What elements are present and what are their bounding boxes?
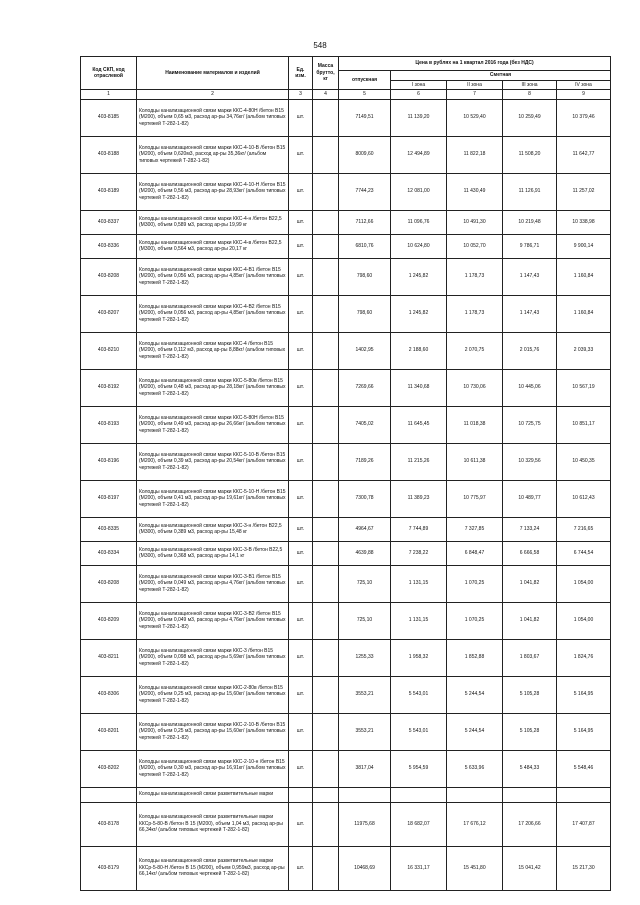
row-wholesale-price: 3553,21 [339, 713, 391, 750]
row-mass [313, 136, 339, 173]
row-zone1-price: 1 131,15 [391, 565, 447, 602]
row-code: 403-8306 [81, 676, 137, 713]
row-zone3-price: 10 725,75 [503, 406, 557, 443]
row-wholesale-price: 4964,67 [339, 517, 391, 541]
row-unit: шт. [289, 99, 313, 136]
row-name: Колодцы канализационной связи разветвительные марки ККСр-5-80-Н /бетон В 15 (М200), объем 0,959м3, расход ар-ры 66,14кг/ (альбом типовых чертежей Т-282-1-82) [137, 846, 289, 890]
header-mass: Масса брутто, кг [313, 57, 339, 90]
row-name: Колодцы канализационной связи марки ККС-5-10-Н /бетон В15 (М200), объем 0,41 м3, расход ар-ры 19,61кг/ (альбом типовых чертежей Т-282-1-82) [137, 480, 289, 517]
row-zone3-price: 7 133,24 [503, 517, 557, 541]
col-number: 4 [313, 90, 339, 100]
col-number: 5 [339, 90, 391, 100]
table-row [81, 406, 611, 443]
header-unit: Ед. изм. [289, 57, 313, 90]
row-mass [313, 443, 339, 480]
row-code: 403-8192 [81, 369, 137, 406]
row-zone4-price: 10 567,19 [557, 369, 611, 406]
row-zone4-price: 10 450,35 [557, 443, 611, 480]
row-zone4-price [557, 787, 611, 802]
row-name: Колодцы канализационной связи марки ККС-4-н /бетон В22,5 (М300), объем 0,589 м3, расход ар-ры 19,99 кг [137, 210, 289, 234]
row-zone3-price: 5 484,33 [503, 750, 557, 787]
row-zone3-price: 10 219,48 [503, 210, 557, 234]
row-mass [313, 676, 339, 713]
row-zone2-price: 2 070,75 [447, 332, 503, 369]
row-mass [313, 369, 339, 406]
row-zone4-price: 11 642,77 [557, 136, 611, 173]
row-code: 403-8211 [81, 639, 137, 676]
header-wholesale: отпускная [339, 71, 391, 90]
row-wholesale-price: 7189,26 [339, 443, 391, 480]
row-name: Колодцы канализационной связи марки ККС-4 /бетон В15 (М200), объем 0,112 м3, расход ар-ры 8,88кг/ (альбом типовых чертежей Т-282-1-82) [137, 332, 289, 369]
row-wholesale-price: 4639,88 [339, 541, 391, 565]
row-name: Колодцы канализационной связи марки ККС-3-В1 /бетон В15 (М200), объем 0,049 м3, расход ар-ры 4,76кг/ (альбом типовых чертежей Т-282-1-82) [137, 565, 289, 602]
row-code: 403-8335 [81, 517, 137, 541]
row-wholesale-price: 725,10 [339, 602, 391, 639]
row-unit: шт. [289, 406, 313, 443]
table-row [81, 136, 611, 173]
row-zone2-price: 10 491,30 [447, 210, 503, 234]
row-zone1-price: 1 958,32 [391, 639, 447, 676]
row-code: 403-8185 [81, 99, 137, 136]
row-mass [313, 173, 339, 210]
row-zone4-price: 1 824,76 [557, 639, 611, 676]
row-name: Колодцы канализационной связи разветвительные марки [137, 787, 289, 802]
row-zone1-price: 1 245,82 [391, 258, 447, 295]
row-zone4-price: 5 164,95 [557, 676, 611, 713]
table-row [81, 99, 611, 136]
row-name: Колодцы канализационной связи марки ККС-3-В2 /бетон В15 (М200), объем 0,049 м3, расход ар-ры 4,76кг/ (альбом типовых чертежей Т-282-1-82) [137, 602, 289, 639]
row-code: 403-8336 [81, 234, 137, 258]
row-code: 403-8209 [81, 602, 137, 639]
row-zone2-price: 5 244,54 [447, 713, 503, 750]
row-zone2-price: 17 676,12 [447, 802, 503, 846]
row-name: Колодцы канализационной связи марки ККС-4-В1 /бетон В15 (М200), объем 0,056 м3, расход ар-ры 4,85кг/ (альбом типовых чертежей Т-282-1-82) [137, 258, 289, 295]
header-estimate: Сметная [391, 71, 611, 81]
row-code: 403-8179 [81, 846, 137, 890]
row-zone2-price: 1 852,88 [447, 639, 503, 676]
col-number: 9 [557, 90, 611, 100]
row-zone4-price: 7 216,65 [557, 517, 611, 541]
row-zone3-price: 1 147,43 [503, 258, 557, 295]
row-code: 403-8193 [81, 406, 137, 443]
row-zone3-price: 10 259,49 [503, 99, 557, 136]
row-code: 403-8207 [81, 295, 137, 332]
row-name: Колодцы канализационной связи марки ККС-3-В /бетон В22,5 (М300), объем 0,368 м3, расход ар-ры 14,1 кг [137, 541, 289, 565]
row-zone2-price: 7 327,85 [447, 517, 503, 541]
row-zone4-price: 9 900,14 [557, 234, 611, 258]
row-unit: шт. [289, 713, 313, 750]
row-unit: шт. [289, 295, 313, 332]
row-unit: шт. [289, 136, 313, 173]
col-number: 1 [81, 90, 137, 100]
row-unit: шт. [289, 258, 313, 295]
table-row [81, 639, 611, 676]
row-mass [313, 480, 339, 517]
row-wholesale-price: 798,60 [339, 258, 391, 295]
header-zone3: III зона [503, 80, 557, 90]
table-row [81, 602, 611, 639]
row-code: 403-8197 [81, 480, 137, 517]
row-zone2-price: 11 430,49 [447, 173, 503, 210]
table-row [81, 541, 611, 565]
row-zone3-price: 11 508,20 [503, 136, 557, 173]
row-zone1-price [391, 787, 447, 802]
header-name: Наименование материалов и изделий [137, 57, 289, 90]
row-mass [313, 713, 339, 750]
row-zone1-price: 11 389,23 [391, 480, 447, 517]
row-zone1-price: 18 682,07 [391, 802, 447, 846]
row-zone4-price: 10 851,17 [557, 406, 611, 443]
row-name: Колодцы канализационной связи марки ККС-2-10-н /бетон В15 (М200), объем 0,30 м3, расход ар-ры 16,91кг/ (альбом типовых чертежей Т-282-1-82) [137, 750, 289, 787]
row-zone4-price: 1 054,00 [557, 602, 611, 639]
row-name: Колодцы канализационной связи марки ККС-4-80Н /бетон В15 (М200), объем 0,65 м3, расход ар-ры 34,76кг/ (альбом типовых чертежей Т-282-1-82) [137, 99, 289, 136]
row-zone4-price: 1 160,84 [557, 295, 611, 332]
row-zone1-price: 12 081,00 [391, 173, 447, 210]
header-zone4: IV зона [557, 80, 611, 90]
table-row [81, 565, 611, 602]
row-code: 403-8334 [81, 541, 137, 565]
row-zone1-price: 11 139,20 [391, 99, 447, 136]
row-zone2-price: 10 775,97 [447, 480, 503, 517]
row-name: Колодцы канализационной связи марки ККС-2-10-В /бетон В15 (М200), объем 0,25 м3, расход ар-ры 15,60кг/ (альбом типовых чертежей Т-282-1-82) [137, 713, 289, 750]
row-unit: шт. [289, 443, 313, 480]
table-row [81, 173, 611, 210]
row-mass [313, 210, 339, 234]
table-row [81, 750, 611, 787]
row-mass [313, 639, 339, 676]
row-zone3-price [503, 787, 557, 802]
row-code: 403-8189 [81, 173, 137, 210]
row-name: Колодцы канализационной связи разветвительные марки ККСр-5-80-В /бетон В 15 (М200), объем 1,04 м3, расход ар-ры 66,34кг/ (альбом типовых чертежей Т-282-1-82) [137, 802, 289, 846]
row-zone3-price: 15 041,42 [503, 846, 557, 890]
row-mass [313, 517, 339, 541]
row-zone2-price: 5 633,96 [447, 750, 503, 787]
row-wholesale-price: 798,60 [339, 295, 391, 332]
row-zone3-price: 5 105,28 [503, 713, 557, 750]
row-zone2-price: 1 178,73 [447, 258, 503, 295]
row-code: 403-8196 [81, 443, 137, 480]
row-zone1-price: 12 494,89 [391, 136, 447, 173]
row-code: 403-8337 [81, 210, 137, 234]
row-zone1-price: 2 188,60 [391, 332, 447, 369]
row-wholesale-price: 7405,02 [339, 406, 391, 443]
row-unit: шт. [289, 541, 313, 565]
row-zone4-price: 1 160,84 [557, 258, 611, 295]
row-name: Колодцы канализационной связи марки ККС-4-10-Н /бетон В15 (М200), объем 0,56 м3, расход ар-ры 28,93кг/ (альбом типовых чертежей Т-282-1-82) [137, 173, 289, 210]
row-wholesale-price: 6810,76 [339, 234, 391, 258]
table-row [81, 713, 611, 750]
row-zone3-price: 17 206,66 [503, 802, 557, 846]
row-zone4-price: 15 217,30 [557, 846, 611, 890]
row-unit: шт. [289, 750, 313, 787]
row-zone1-price: 16 331,17 [391, 846, 447, 890]
row-wholesale-price: 725,10 [339, 565, 391, 602]
row-zone3-price: 10 489,77 [503, 480, 557, 517]
row-wholesale-price: 7300,78 [339, 480, 391, 517]
row-unit: шт. [289, 332, 313, 369]
row-mass [313, 99, 339, 136]
price-table [80, 56, 611, 891]
row-name: Колодцы канализационной связи марки ККС-4-в /бетон В22,5 (М300), объем 0,564 м3, расход ар-ры 20,17 кг [137, 234, 289, 258]
row-zone4-price: 5 548,46 [557, 750, 611, 787]
row-zone3-price: 6 666,58 [503, 541, 557, 565]
row-mass [313, 846, 339, 890]
row-unit: шт. [289, 234, 313, 258]
row-mass [313, 565, 339, 602]
row-zone1-price: 5 543,01 [391, 676, 447, 713]
row-zone2-price: 15 451,80 [447, 846, 503, 890]
row-zone1-price: 11 645,45 [391, 406, 447, 443]
row-wholesale-price: 1255,33 [339, 639, 391, 676]
row-unit: шт. [289, 639, 313, 676]
row-code: 403-8188 [81, 136, 137, 173]
row-zone1-price: 10 624,80 [391, 234, 447, 258]
header-zone1: I зона [391, 80, 447, 90]
row-zone1-price: 11 340,68 [391, 369, 447, 406]
row-zone1-price: 5 543,01 [391, 713, 447, 750]
table-row [81, 846, 611, 890]
table-row [81, 210, 611, 234]
table-row [81, 443, 611, 480]
row-zone1-price: 7 238,22 [391, 541, 447, 565]
col-number: 2 [137, 90, 289, 100]
row-zone4-price: 10 338,98 [557, 210, 611, 234]
row-zone4-price: 1 054,00 [557, 565, 611, 602]
row-mass [313, 602, 339, 639]
row-zone1-price: 5 954,59 [391, 750, 447, 787]
row-mass [313, 406, 339, 443]
table-row [81, 676, 611, 713]
row-mass [313, 541, 339, 565]
row-mass [313, 802, 339, 846]
row-unit: шт. [289, 210, 313, 234]
row-mass [313, 332, 339, 369]
row-zone2-price: 1 178,73 [447, 295, 503, 332]
page-number: 548 [313, 41, 327, 50]
row-unit: шт. [289, 480, 313, 517]
row-unit: шт. [289, 802, 313, 846]
row-zone2-price: 10 730,06 [447, 369, 503, 406]
header-zone2: II зона [447, 80, 503, 90]
row-zone2-price: 11 018,38 [447, 406, 503, 443]
row-name: Колодцы канализационной связи марки ККС-3-н /бетон В22,5 (М300), объем 0,389 м3, расход ар-ры 15,48 кг [137, 517, 289, 541]
row-name: Колодцы канализационной связи марки ККС-5-80в /бетон В15 (М200), объем 0,48 м3, расход ар-ры 28,18кг/ (альбом типовых чертежей Т-282-1-82) [137, 369, 289, 406]
col-number: 3 [289, 90, 313, 100]
row-unit: шт. [289, 565, 313, 602]
row-wholesale-price: 11975,68 [339, 802, 391, 846]
row-name: Колодцы канализационной связи марки ККС-5-80Н /бетон В15 (М200), объем 0,49 м3, расход ар-ры 26,66кг/ (альбом типовых чертежей Т-282-1-82) [137, 406, 289, 443]
row-name: Колодцы канализационной связи марки ККС-4-В2 /бетон В15 (М200), объем 0,056 м3, расход ар-ры 4,85кг/ (альбом типовых чертежей Т-282-1-82) [137, 295, 289, 332]
row-zone4-price: 10 612,43 [557, 480, 611, 517]
table-row [81, 787, 611, 802]
row-zone3-price: 10 329,56 [503, 443, 557, 480]
table-row [81, 480, 611, 517]
row-zone4-price: 6 744,54 [557, 541, 611, 565]
row-unit: шт. [289, 602, 313, 639]
row-name: Колодцы канализационной связи марки ККС-2-80в /бетон В15 (М200), объем 0,25 м3, расход ар-ры 15,60кг/ (альбом типовых чертежей Т-282-1-82) [137, 676, 289, 713]
row-wholesale-price: 3817,04 [339, 750, 391, 787]
row-unit: шт. [289, 517, 313, 541]
row-code: 403-8208 [81, 258, 137, 295]
row-mass [313, 258, 339, 295]
row-name: Колодцы канализационной связи марки ККС-5-10-В /бетон В15 (М200), объем 0,39 м3, расход ар-ры 20,54кг/ (альбом типовых чертежей Т-282-1-82) [137, 443, 289, 480]
row-code [81, 787, 137, 802]
row-wholesale-price: 7744,23 [339, 173, 391, 210]
table-row [81, 802, 611, 846]
column-number-row [81, 90, 611, 100]
row-zone2-price: 6 848,47 [447, 541, 503, 565]
row-zone2-price: 11 822,18 [447, 136, 503, 173]
table-row [81, 295, 611, 332]
row-name: Колодцы канализационной связи марки ККС-3 /бетон В15 (М200), объем 0,098 м3, расход ар-ры 5,69кг/ (альбом типовых чертежей Т-282-1-82) [137, 639, 289, 676]
row-zone2-price: 10 529,40 [447, 99, 503, 136]
row-mass [313, 295, 339, 332]
row-zone4-price: 17 407,87 [557, 802, 611, 846]
row-zone1-price: 11 215,26 [391, 443, 447, 480]
row-unit: шт. [289, 846, 313, 890]
row-code: 403-8208 [81, 565, 137, 602]
row-unit: шт. [289, 173, 313, 210]
row-unit [289, 787, 313, 802]
table-row [81, 517, 611, 541]
row-zone4-price: 2 039,33 [557, 332, 611, 369]
row-wholesale-price: 8009,60 [339, 136, 391, 173]
row-mass [313, 787, 339, 802]
row-zone3-price: 1 041,82 [503, 565, 557, 602]
row-wholesale-price: 1402,95 [339, 332, 391, 369]
table-row [81, 332, 611, 369]
row-unit: шт. [289, 369, 313, 406]
row-wholesale-price: 10468,69 [339, 846, 391, 890]
row-zone4-price: 5 164,95 [557, 713, 611, 750]
row-zone4-price: 11 257,02 [557, 173, 611, 210]
table-row [81, 369, 611, 406]
col-number: 6 [391, 90, 447, 100]
row-zone4-price: 10 379,46 [557, 99, 611, 136]
row-zone1-price: 7 744,89 [391, 517, 447, 541]
row-zone1-price: 1 245,82 [391, 295, 447, 332]
row-wholesale-price: 7149,51 [339, 99, 391, 136]
row-zone3-price: 11 126,91 [503, 173, 557, 210]
row-zone3-price: 9 786,71 [503, 234, 557, 258]
row-zone2-price: 1 070,25 [447, 602, 503, 639]
row-zone2-price [447, 787, 503, 802]
row-wholesale-price: 3553,21 [339, 676, 391, 713]
row-wholesale-price: 7112,66 [339, 210, 391, 234]
row-zone3-price: 10 445,06 [503, 369, 557, 406]
row-zone3-price: 2 015,76 [503, 332, 557, 369]
row-wholesale-price [339, 787, 391, 802]
row-zone1-price: 11 096,76 [391, 210, 447, 234]
table-row [81, 234, 611, 258]
row-name: Колодцы канализационной связи марки ККС-4-10-В /бетон В15 (М200), объем 0,620м3, расход ар-ры 35,36кг/ (альбом типовых чертежей Т-282-1-82) [137, 136, 289, 173]
row-zone3-price: 1 041,82 [503, 602, 557, 639]
row-mass [313, 750, 339, 787]
row-wholesale-price: 7269,66 [339, 369, 391, 406]
row-zone2-price: 10 611,38 [447, 443, 503, 480]
row-zone2-price: 5 244,54 [447, 676, 503, 713]
row-zone3-price: 5 105,28 [503, 676, 557, 713]
header-price-title: Цена в рублях на 1 квартал 2016 года (без НДС) [339, 57, 611, 71]
row-zone2-price: 10 052,70 [447, 234, 503, 258]
row-zone3-price: 1 803,67 [503, 639, 557, 676]
row-zone3-price: 1 147,43 [503, 295, 557, 332]
row-mass [313, 234, 339, 258]
col-number: 8 [503, 90, 557, 100]
row-code: 403-8202 [81, 750, 137, 787]
header-code: Код СКП, код отраслевой [81, 57, 137, 90]
row-zone1-price: 1 131,15 [391, 602, 447, 639]
row-unit: шт. [289, 676, 313, 713]
row-zone2-price: 1 070,25 [447, 565, 503, 602]
row-code: 403-8201 [81, 713, 137, 750]
row-code: 403-8210 [81, 332, 137, 369]
row-code: 403-8178 [81, 802, 137, 846]
col-number: 7 [447, 90, 503, 100]
table-row [81, 258, 611, 295]
